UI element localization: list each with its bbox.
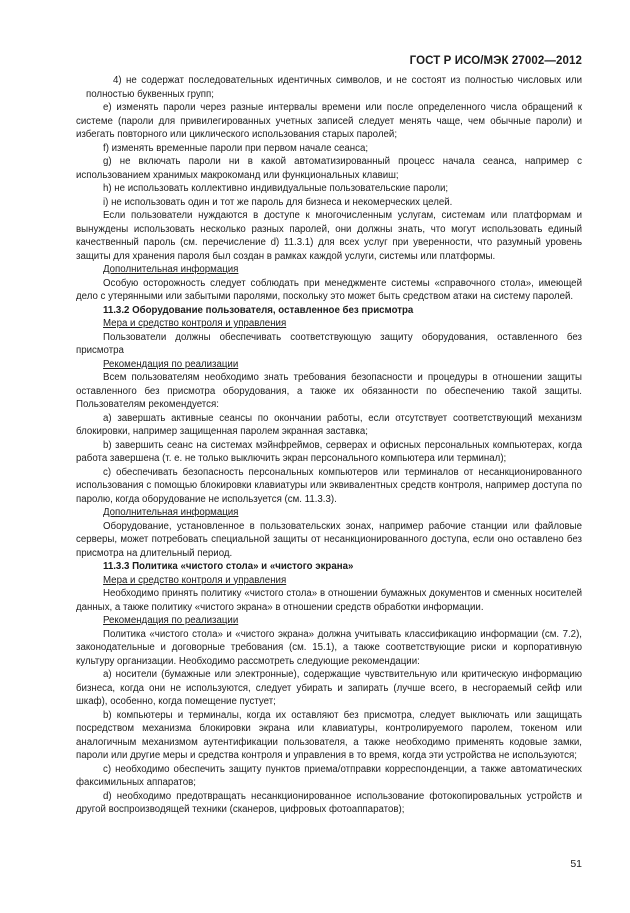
paragraph: b) завершить сеанс на системах мэйнфреймов, серверах и офисных персональных компьютерах, когда работа завершена (т. е. не только выключить экран персонального компьютера или терминал); — [76, 439, 582, 464]
paragraph: a) завершать активные сеансы по окончании работы, если отсутствует соответствующий механизм блокировки, например защищенная паролем экранная заставка; — [76, 412, 582, 437]
document-header: ГОСТ Р ИСО/МЭК 27002—2012 — [409, 55, 582, 67]
paragraph: h) не использовать коллективно индивидуальные пользовательские пароли; — [103, 183, 449, 194]
paragraph: d) необходимо предотвращать несанкционированное использование фотокопировальных устройств и другой воспроизводящей техники (сканеров, цифровых фотоаппаратов); — [76, 790, 582, 815]
paragraph: e) изменять пароли через разные интервалы времени или после определенного числа обращений к системе (пароли для привилегированных учетных записей следует менять чаще, чем обычные пароли) и избегать повторного или циклического использования старых паролей; — [76, 102, 582, 140]
paragraph: 4) не содержат последовательных идентичных символов, и не состоят из полностью числовых или полностью буквенных групп; — [86, 75, 582, 100]
paragraph: Политика «чистого стола» и «чистого экрана» должна учитывать классификацию информации (см. 7.2), законодательные и договорные требования (см. 15.1), а также соответствующие риски и корпоративную культуру организации. Необходимо рассмотреть следующие рекомендации: — [76, 628, 582, 667]
paragraph: Дополнительная информация — [103, 264, 239, 275]
paragraph: Дополнительная информация — [103, 507, 239, 518]
paragraph: Оборудование, установленное в пользовательских зонах, например рабочие станции или файловые серверы, может потребовать специальной защиты от несанкционированного доступа, если оно оставлено без присмотра на длительный период. — [76, 520, 582, 559]
paragraph: Рекомендация по реализации — [103, 358, 239, 370]
paragraph: c) обеспечивать безопасность персональных компьютеров или терминалов от несанкционированного использования с помощью блокировки клавиатуры или эквивалентных средств контроля, например доступа по паролю, когда оборудование не используется (см. 11.3.3). — [76, 466, 582, 505]
paragraph: i) не использовать один и тот же пароль для бизнеса и некомерческих целей. — [103, 196, 453, 208]
paragraph: 11.3.3 Политика «чистого стола» и «чистого экрана» — [103, 561, 354, 572]
paragraph: g) не включать пароли ни в какой автоматизированный процесс начала сеанса, например с использованием хранимых макрокоманд или функциональных клавиш; — [76, 156, 582, 181]
paragraph: a) носители (бумажные или электронные), содержащие чувствительную или критическую информацию бизнеса, когда они не используются, следует убирать и запирать (лучше всего, в несгораемый сейф или шкаф), особенно, когда помещение пустует; — [76, 669, 582, 707]
page-number: 51 — [570, 858, 582, 870]
document-body — [76, 74, 582, 817]
paragraph: Пользователи должны обеспечивать соответствующую защиту оборудования, оставленного без присмотра — [76, 331, 582, 356]
paragraph: Рекомендация по реализации — [103, 615, 239, 626]
paragraph: Мера и средство контроля и управления — [103, 574, 287, 586]
paragraph: Необходимо принять политику «чистого стола» в отношении бумажных документов и сменных носителей данных, а также политику «чистого экрана» в отношении средств обработки информации. — [76, 588, 582, 613]
paragraph: 11.3.2 Оборудование пользователя, оставленное без присмотра — [103, 304, 414, 316]
paragraph: c) необходимо обеспечить защиту пунктов приема/отправки корреспонденции, а также автоматических факсимильных аппаратов; — [76, 763, 582, 788]
paragraph: Особую осторожность следует соблюдать при менеджменте системы «справочного стола», имеющей дело с утерянными или забытыми паролями, поскольку это может быть средством атаки на систему паролей. — [76, 277, 582, 302]
paragraph: Если пользователи нуждаются в доступе к многочисленным услугам, системам или платформам и вынуждены использовать несколько разных паролей, они должны знать, что могут использовать единый качественный пароль (см. перечисление d) 11.3.1) для всех услуг при уверенности, что разумный уровень защиты для хранения пароля был создан в рамках каждой услуги, системы или платформы. — [76, 210, 582, 262]
paragraph: f) изменять временные пароли при первом начале сеанса; — [103, 142, 369, 154]
paragraph: Мера и средство контроля и управления — [103, 318, 287, 329]
paragraph: Всем пользователям необходимо знать требования безопасности и процедуры в отношении защиты оставленного без присмотра оборудования, а также их обязанности по обеспечению такой защиты. Пользователям рекомендуется: — [76, 372, 582, 410]
paragraph: b) компьютеры и терминалы, когда их оставляют без присмотра, следует выключать или защищать посредством механизма блокировки экрана или клавиатуры, контролируемого паролем, токеном или аналогичным механизмом аутентификации пользователя, а также необходимо применять кодовые замки, пароли или другие меры и средства контроля и управления в то время, когда эти устройства не используются; — [76, 709, 582, 761]
